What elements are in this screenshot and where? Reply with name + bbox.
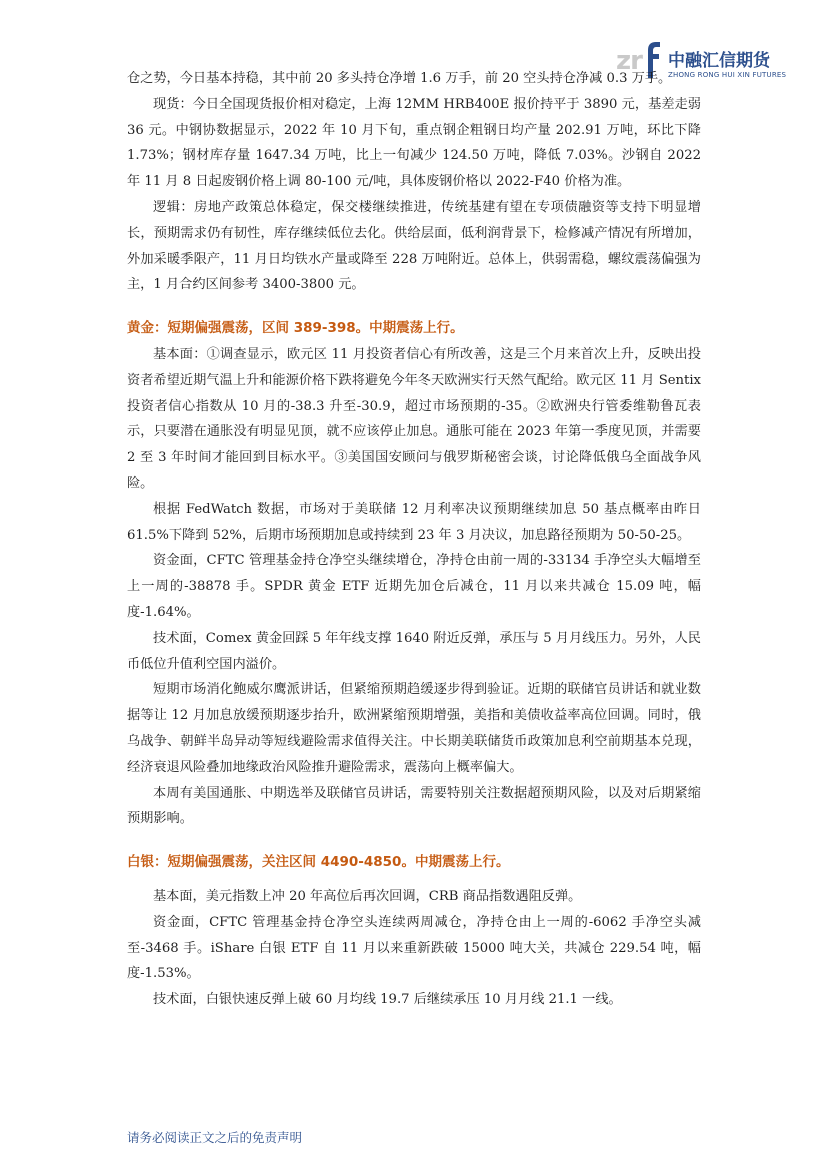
gold-paragraph-fedwatch: 根据 FedWatch 数据，市场对于美联储 12 月利率决议预期继续加息 50 基点概率由昨日 61.5%下降到 52%，后期市场预期加息或持续到 23 年 3 月决议，加息路径预期为 50-50-25。	[127, 501, 701, 543]
silver-paragraph-technical: 技术面，白银快速反弹上破 60 月均线 19.7 后继续承压 10 月月线 21.1 一线。	[153, 992, 622, 1008]
silver-section	[127, 850, 701, 1013]
silver-paragraph-fundamentals: 基本面，美元指数上冲 20 年高位后再次回调，CRB 商品指数遇阻反弹。	[153, 888, 582, 904]
gold-paragraph-fundamentals: 基本面：①调查显示，欧元区 11 月投资者信心有所改善，这是三个月来首次上升，反映出投资者希望近期气温上升和能源价格下跌将避免今年冬天欧洲实行天然气配给。欧元区 11 月 Sentix 投资者信心指数从 10 月的-38.3 升至-30.9，超过市场预期的-35。②欧洲央行管委维勒鲁瓦表示，只要潜在通胀没有明显见顶，就不应该停止加息。通胀可能在 2023 年第一季度见顶，并需要 2 至 3 年时间才能回到目标水平。③美国国安顾问与俄罗斯秘密会谈，讨论降低俄乌全面战争风险。	[127, 346, 701, 491]
steel-paragraph-positions: 仓之势，今日基本持稳，其中前 20 多头持仓净增 1.6 万手，前 20 空头持仓净减 0.3 万手。	[127, 71, 672, 86]
steel-paragraph-spot: 现货：今日全国现货报价相对稳定，上海 12MM HRB400E 报价持平于 3890 元，基差走弱 36 元。中钢协数据显示，2022 年 10 月下旬，重点钢企粗钢日均产量 202.91 万吨，环比下降 1.73%；钢材库存量 1647.34 万吨，比上一旬减少 124.50 万吨，降低 7.03%。沙钢自 2022 年 11 月 8 日起废钢价格上调 80-100 元/吨，具体废钢价格以 2022-F40 价格为准。	[127, 96, 701, 190]
steel-paragraph-logic: 逻辑：房地产政策总体稳定，保交楼继续推进，传统基建有望在专项债融资等支持下明显增长，预期需求仍有韧性，库存继续低位去化。供给层面，低利润背景下，检修减产情况有所增加，外加采暖季限产，11 月日均铁水产量或降至 228 万吨附近。总体上，供弱需稳，螺纹震荡偏强为主，1 月合约区间参考 3400-3800 元。	[127, 199, 701, 293]
gold-paragraph-week-ahead: 本周有美国通胀、中期选举及联储官员讲话，需要特别关注数据超预期风险，以及对后期紧缩预期影响。	[127, 785, 701, 827]
disclaimer-footer: 请务必阅读正文之后的免责声明	[127, 1130, 303, 1145]
steel-section	[127, 66, 701, 298]
gold-heading: 黄金：短期偏强震荡，区间 389-398。中期震荡上行。	[127, 320, 464, 337]
gold-paragraph-funds: 资金面，CFTC 管理基金持仓净空头继续增仓，净持仓由前一周的-33134 手净空头大幅增至上一周的-38878 手。SPDR 黄金 ETF 近期先加仓后减仓，11 月以来共减仓 15.09 吨，幅度-1.64%。	[127, 553, 701, 620]
silver-paragraph-funds: 资金面，CFTC 管理基金持仓净空头连续两周减仓，净持仓由上一周的-6062 手净空头减至-3468 手。iShare 白银 ETF 自 11 月以来重新跌破 15000 吨大关，共减仓 229.54 吨，幅度-1.53%。	[127, 914, 701, 982]
gold-section	[127, 316, 701, 832]
gold-paragraph-technical: 技术面，Comex 黄金回踩 5 年年线支撑 1640 附近反弹，承压与 5 月月线压力。另外，人民币低位升值利空国内溢价。	[127, 630, 701, 672]
silver-heading: 白银：短期偏强震荡，关注区间 4490-4850。中期震荡上行。	[127, 854, 510, 871]
report-body	[127, 66, 701, 1013]
logo-name-en: ZHONG RONG HUI XIN FUTURES	[668, 71, 787, 79]
logo-mark: zr	[616, 46, 642, 76]
logo-name-cn: 中融汇信期货	[668, 51, 770, 71]
gold-paragraph-outlook: 短期市场消化鲍威尔鹰派讲话，但紧缩预期趋缓逐步得到验证。近期的联储官员讲话和就业数据等让 12 月加息放缓预期逐步抬升，欧洲紧缩预期增强，美指和美债收益率高位回调。同时，俄乌战争、朝鲜半岛异动等短线避险需求值得关注。中长期美联储货币政策加息利空前期基本兑现，经济衰退风险叠加地缘政治风险推升避险需求，震荡向上概率偏大。	[127, 682, 701, 775]
